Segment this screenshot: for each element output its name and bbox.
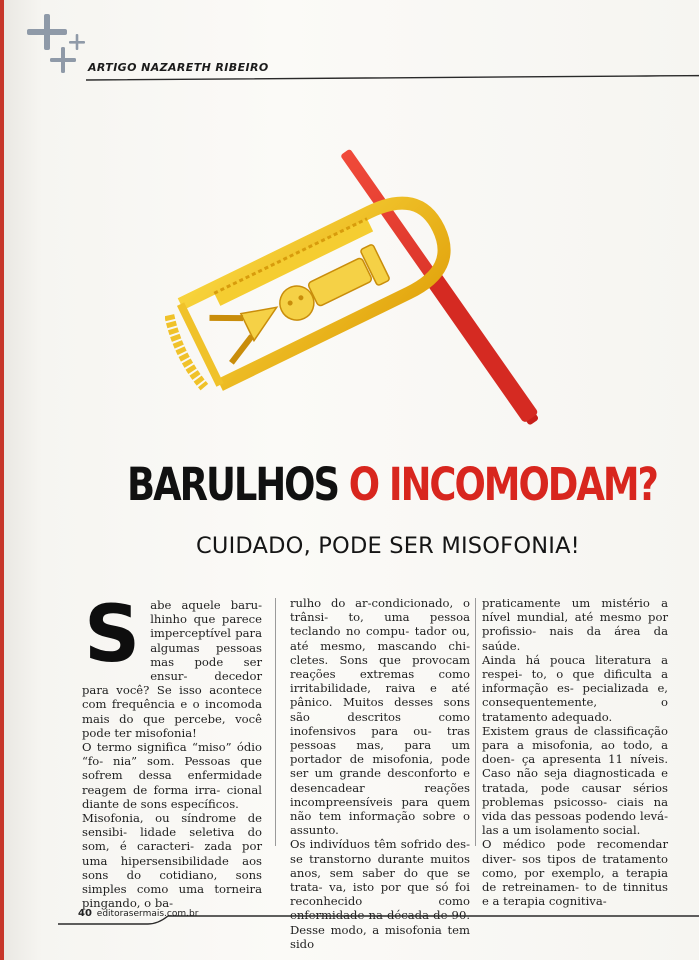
paragraph: Os indivíduos têm sofrido des- se transtorno durante muitos anos, sem saber do que se trata- va, isto por que só foi reconhecido como enfermidade na década de 90. Desse modo, a misofonia tem sido xyxy=(290,837,470,951)
toy-rattle-icon xyxy=(165,140,595,430)
paragraph: O termo significa “miso” ódio “fo- nia” som. Pessoas que sofrem dessa enfermidade reagem de forma irra- cional diante de sons específicos. xyxy=(82,740,262,811)
plus-signs-icon xyxy=(22,14,92,84)
subtitle: CUIDADO, PODE SER MISOFONIA! xyxy=(196,533,580,559)
article-column-1 xyxy=(82,590,262,911)
page-folio xyxy=(78,908,198,919)
headline xyxy=(127,458,657,511)
drop-cap: S xyxy=(84,590,141,680)
paragraph: rulho do ar-condicionado, o trânsi- to, uma pessoa teclando no compu- tador ou, até mesmo, mascando chi- cletes. Sons que provocam reações extremas como irritabilidade, raiva e até pânico. Muitos desses sons são descritos como inofensivos para ou- tras pessoas mas, para um portador de misofonia, pode ser um grande desconforto e desencadear reações incompreensíveis para quem não tem informação sobre o assunto. xyxy=(290,596,470,838)
paragraph: abe aquele baru- lhinho que parece imperceptível para algumas pessoas mas pode ser ensur- decedor para você? Se isso acontece com frequência e o incomoda mais do que percebe, você pode ter misofonia! xyxy=(82,598,262,740)
headline-part-dark: BARULHOS xyxy=(127,458,349,511)
paragraph: praticamente um mistério a nível mundial, até mesmo por profissio- nais da área da saúde. xyxy=(482,596,668,653)
section-label: ARTIGO NAZARETH RIBEIRO xyxy=(88,61,269,74)
paragraph: Misofonia, ou síndrome de sensibi- lidade seletiva do som, é caracteri- zada por uma hipersensibilidade aos sons do cotidiano, sons simples como uma torneira pingando, o ba- xyxy=(82,811,262,911)
column-divider xyxy=(475,598,476,846)
article-column-3 xyxy=(482,596,668,908)
page-number: 40 xyxy=(78,908,92,919)
column-divider xyxy=(275,598,276,846)
paragraph: O médico pode recomendar diver- sos tipos de tratamento como, por exemplo, a terapia de retreinamen- to de tinnitus e a terapia cognitiva- xyxy=(482,837,668,909)
page-edge-stripe xyxy=(0,0,4,960)
header-rule xyxy=(86,74,699,84)
paragraph: Ainda há pouca literatura a respei- to, o que dificulta a informação es- pecializada e, consequentemente, o tratamento adequado. xyxy=(482,652,668,724)
article-column-2 xyxy=(290,596,470,951)
site-url: editorasermais.com.br xyxy=(96,909,199,919)
headline-part-red: O INCOMODAM? xyxy=(348,458,657,511)
paragraph: Existem graus de classificação para a misofonia, ao todo, a doen- ça apresenta 11 níveis. Caso não seja diagnosticada e tratada, pode causar sérios problemas psicosso- ciais na vida das pessoas podendo levá-las a um isolamento social. xyxy=(482,723,668,838)
